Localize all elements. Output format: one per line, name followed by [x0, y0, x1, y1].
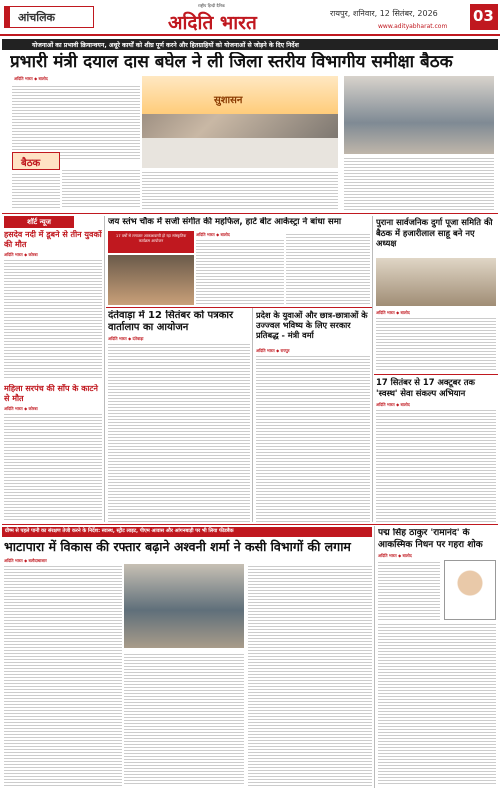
rule-4	[2, 524, 498, 525]
short-news-label: शॉर्ट न्यूज	[4, 216, 74, 228]
story6-headline: 17 सितंबर से 17 अक्टूबर तक 'स्वस्थ' सेवा संकल्प अभियान	[376, 377, 475, 398]
story4-headline: दंतेवाड़ा में 12 सितंबर को पत्रकार वार्तालाप का आयोजन	[108, 310, 234, 333]
story3-headline: पुराना सार्वजनिक दुर्गा पूजा समिति की बैठक में हजारीलाल साहू बने नए अध्यक्ष	[376, 217, 493, 248]
rule-1	[2, 213, 498, 214]
story1-photo	[142, 76, 338, 168]
photo-table	[142, 138, 338, 168]
rule-3	[374, 374, 498, 375]
page-number-box	[470, 4, 498, 30]
short-news-1-byline: अदिति भारत ◆ कोरबा	[4, 252, 38, 257]
story6-byline: अदिति भारत ◆ बालोद	[376, 402, 410, 407]
logo-tagline: राष्ट्रीय हिन्दी दैनिक	[198, 3, 225, 8]
story6-body	[376, 408, 496, 522]
logo-text: अदिति भारत	[168, 12, 257, 34]
story2-ad-text: 17 वर्षों से लगातार आकाशवाणी हो रहा सांस्कृतिक कार्यक्रम आयोजन	[115, 233, 187, 243]
website: www.adityabharat.com	[378, 23, 448, 30]
photo-banner-text: सुशासन	[214, 95, 243, 106]
story1-inset-label: बैठक	[21, 158, 41, 169]
story1-kicker: योजनाओं का प्रभावी क्रियान्वयन, अधूरे कार्यों को शीघ्र पूर्ण करने और हितग्राहियों को योजनाओं से जोड़ने के दिए निर्देश	[32, 42, 299, 49]
story2-byline: अदिति भारत ◆ बालोद	[196, 232, 230, 237]
story7-kicker: ग्रीष्म से पहले पानी का संरक्षण तेजी करने के निर्देश: स्वास्थ, स्ट्रीट लाइट, पीएम आवास और आंगनबाड़ी पर भी लिया फीडबैक	[5, 528, 234, 534]
col-divider-1	[104, 216, 105, 522]
logo	[160, 3, 320, 33]
story7-kicker-bar	[2, 527, 372, 537]
story2-headline: जय स्तंभ चौक में सजी संगीत की महफिल, हार्ट बीट आर्केस्ट्रा ने बांधा समा	[108, 217, 342, 227]
story1-kicker-bar	[2, 39, 498, 50]
col-divider-3	[372, 216, 373, 522]
story4-byline: अदिति भारत ◆ दंतेवाड़ा	[108, 336, 144, 341]
story1-body-d	[142, 170, 338, 210]
dateline: रायपुर, शनिवार, 12 सितंबर, 2026	[330, 9, 438, 18]
story8-headline: पद्म सिंह ठाकुर 'रामानंद' के आकस्मिक निधन पर गहरा शोक	[378, 528, 483, 550]
story1-headline: प्रभारी मंत्री दयाल दास बघेल ने ली जिला स्तरीय विभागीय समीक्षा बैठक	[10, 52, 453, 72]
story5-byline: अदिति भारत ◆ रायपुर	[256, 348, 290, 353]
story3-byline: अदिति भारत ◆ बालोद	[376, 310, 410, 315]
story2-body-b	[286, 232, 370, 306]
story1-body-b	[62, 168, 140, 208]
story4-body	[108, 342, 250, 522]
story1-byline: अदिति भारत ◆ बालोद	[14, 76, 48, 81]
masthead	[0, 0, 500, 34]
short-news-2-body	[4, 412, 102, 520]
story1-body-e	[344, 156, 494, 210]
story5-body	[256, 354, 370, 522]
short-news-2-byline: अदिति भारत ◆ कोरबा	[4, 406, 38, 411]
story8-body-b	[378, 622, 496, 786]
col-divider-4	[374, 526, 375, 788]
short-news-1-body	[4, 258, 102, 380]
story7-body-c	[248, 564, 372, 786]
story8-byline: अदिति भारत ◆ बालोद	[378, 553, 412, 558]
section-tab	[4, 6, 94, 28]
story2-ad-box	[108, 231, 194, 253]
short-news-2-headline: महिला सरपंच की साँप के काटने से मौत	[4, 384, 98, 403]
story7-photo	[124, 564, 244, 648]
story1-body-a	[12, 84, 140, 159]
page-number: 03	[473, 7, 494, 25]
story7-body-b	[124, 652, 244, 786]
header-rule	[0, 34, 500, 36]
story7-headline: भाटापारा में विकास की रफ्तार बढ़ाने अश्वनी शर्मा ने कसी विभागों की लगाम	[4, 539, 351, 554]
story7-body-a	[4, 564, 122, 786]
story7-byline: अदिति भारत ◆ बलौदाबाजार	[4, 558, 47, 563]
story5-headline: प्रदेश के युवाओं और छात्र-छात्राओं के उज्ज्वल भविष्य के लिए सरकार प्रतिबद्ध - मंत्री वर्मा	[256, 310, 368, 340]
short-news-1-headline: हसदेव नदी में डूबने से तीन युवकों की मौत	[4, 230, 102, 249]
story3-photo	[376, 258, 496, 306]
story3-body	[376, 316, 496, 372]
story1-body-c	[12, 172, 60, 208]
story1-inset-box	[12, 152, 60, 170]
story1-photo-2	[344, 76, 494, 154]
story2-body-a	[196, 238, 284, 306]
col-divider-2	[252, 308, 253, 522]
section-label: आंचलिक	[18, 11, 55, 24]
story2-photo-1	[108, 255, 194, 305]
story8-portrait	[444, 560, 496, 620]
rule-2	[106, 307, 372, 308]
story8-body-a	[378, 560, 440, 620]
